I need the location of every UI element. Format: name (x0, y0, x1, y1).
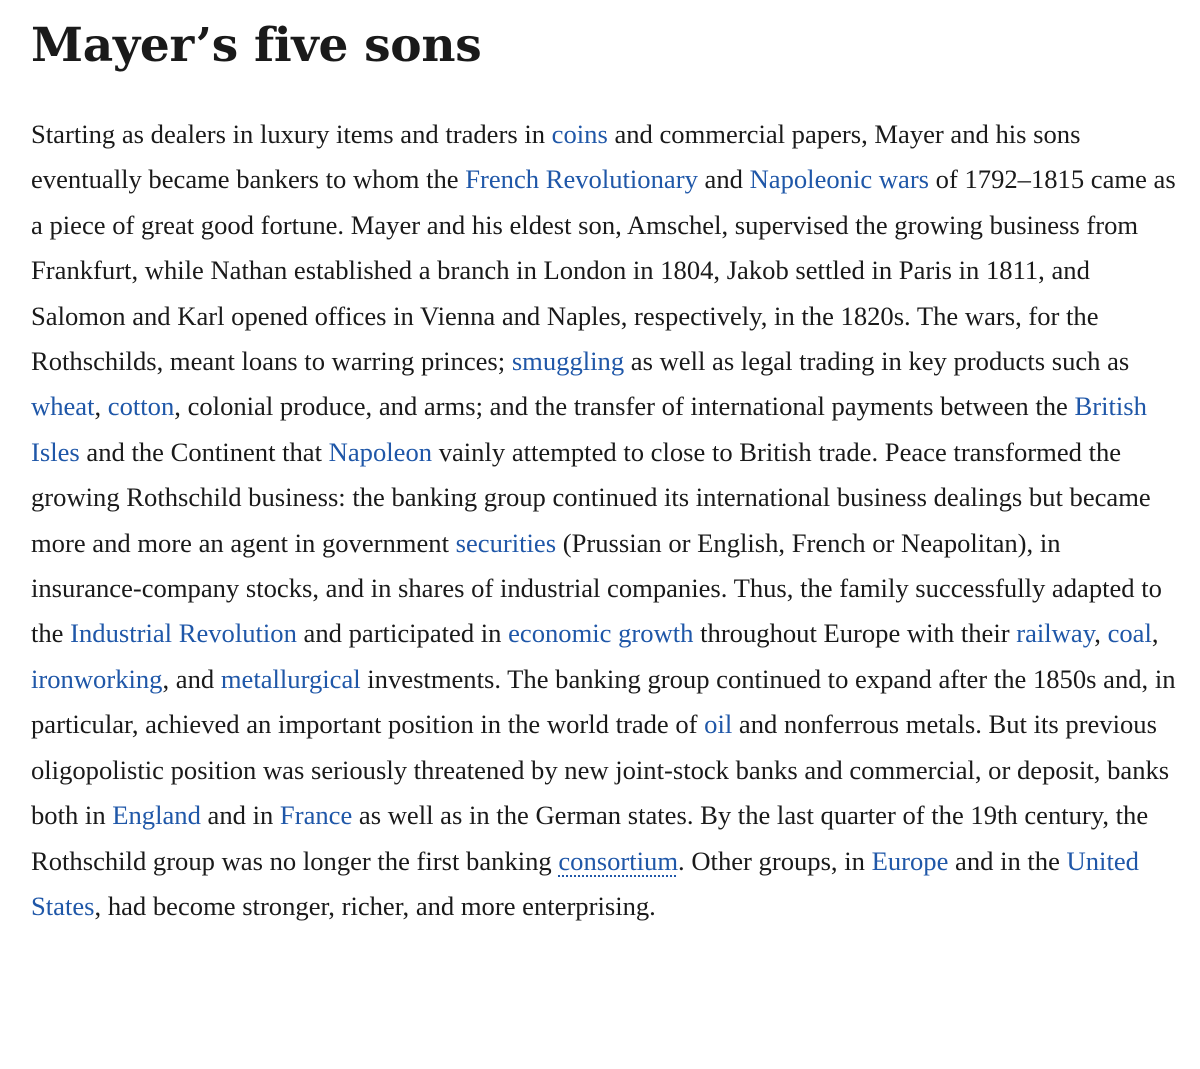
link-wheat[interactable]: wheat (31, 391, 95, 422)
paragraph-text: and (697, 164, 750, 195)
link-england[interactable]: England (112, 800, 201, 831)
paragraph-text: . Other groups, in (678, 845, 872, 876)
link-cotton[interactable]: cotton (107, 391, 175, 422)
paragraph-text: , (94, 391, 108, 422)
paragraph-text: investments. The banking group continued to expand after the 1850s and, in particular, achieved an important position in the world trade of (31, 663, 1176, 740)
paragraph-text: as well as in the German states. By the last quarter of the 19th century, the Rothschild group was no longer the first banking (31, 800, 1149, 876)
link-french-revolutionary[interactable]: French Revolutionary (465, 164, 698, 195)
paragraph-text: and the Continent that (79, 436, 329, 467)
paragraph-text: , had become stronger, richer, and more enterprising. (94, 890, 656, 921)
link-securities[interactable]: securities (455, 527, 557, 558)
link-railway[interactable]: railway (1016, 618, 1095, 649)
paragraph-text: and participated in (296, 618, 509, 649)
link-economic-growth[interactable]: economic growth (508, 618, 694, 649)
section-heading: Mayer’s five sons (31, 18, 482, 73)
paragraph-text: and nonferrous metals. But its previous oligopolistic position was seriously threatened by new joint-stock banks and commercial, or deposit, banks both in (31, 709, 1170, 831)
body-paragraph (31, 112, 1176, 929)
paragraph-text: , (1094, 618, 1108, 649)
link-metallurgical[interactable]: metallurgical (220, 663, 361, 694)
paragraph-text: of 1792–1815 came as a piece of great good fortune. Mayer and his eldest son, Amschel, supervised the growing business from Frankfurt, while Nathan established a branch in London in 1804, Jakob settled in Paris in 1811, and Salomon and Karl opened offices in Vienna and Naples, respectively, in the 1820s. The wars, for the Rothschilds, meant loans to warring princes; (31, 164, 1176, 377)
paragraph-text: as well as legal trading in key products such as (624, 346, 1130, 377)
paragraph-text: throughout Europe with their (693, 618, 1017, 649)
paragraph-text: and in the (948, 845, 1067, 876)
paragraph-text: vainly attempted to close to British trade. Peace transformed the growing Rothschild business: the banking group continued its international business dealings but became more and more an agent in government (31, 436, 1151, 558)
link-british-isles[interactable]: British Isles (31, 391, 1147, 467)
paragraph-text: (Prussian or English, French or Neapolitan), in insurance-company stocks, and in shares of industrial companies. Thus, the family successfully adapted to the (31, 527, 1162, 649)
paragraph-text: and in (200, 800, 280, 831)
link-napoleonic-wars[interactable]: Napoleonic wars (749, 164, 930, 195)
paragraph-text: Starting as dealers in luxury items and traders in (31, 119, 552, 149)
paragraph-text: , (1151, 618, 1159, 649)
link-napoleon[interactable]: Napoleon (328, 436, 433, 467)
link-france[interactable]: France (279, 800, 353, 831)
link-consortium[interactable]: consortium (558, 845, 679, 876)
link-ironworking[interactable]: ironworking (31, 663, 163, 694)
link-coins[interactable]: coins (551, 119, 608, 149)
link-europe[interactable]: Europe (871, 845, 949, 876)
link-smuggling[interactable]: smuggling (511, 346, 625, 377)
paragraph-text: , and (162, 663, 221, 694)
link-coal[interactable]: coal (1107, 618, 1152, 649)
link-oil[interactable]: oil (704, 709, 733, 740)
paragraph-text: , colonial produce, and arms; and the transfer of international payments between the (174, 391, 1075, 422)
paragraph-text: and commercial papers, Mayer and his sons eventually became bankers to whom the (31, 119, 1081, 195)
article-section (31, 14, 1176, 929)
link-united-states[interactable]: United States (31, 845, 1139, 921)
link-industrial-revolution[interactable]: Industrial Revolution (70, 618, 297, 649)
